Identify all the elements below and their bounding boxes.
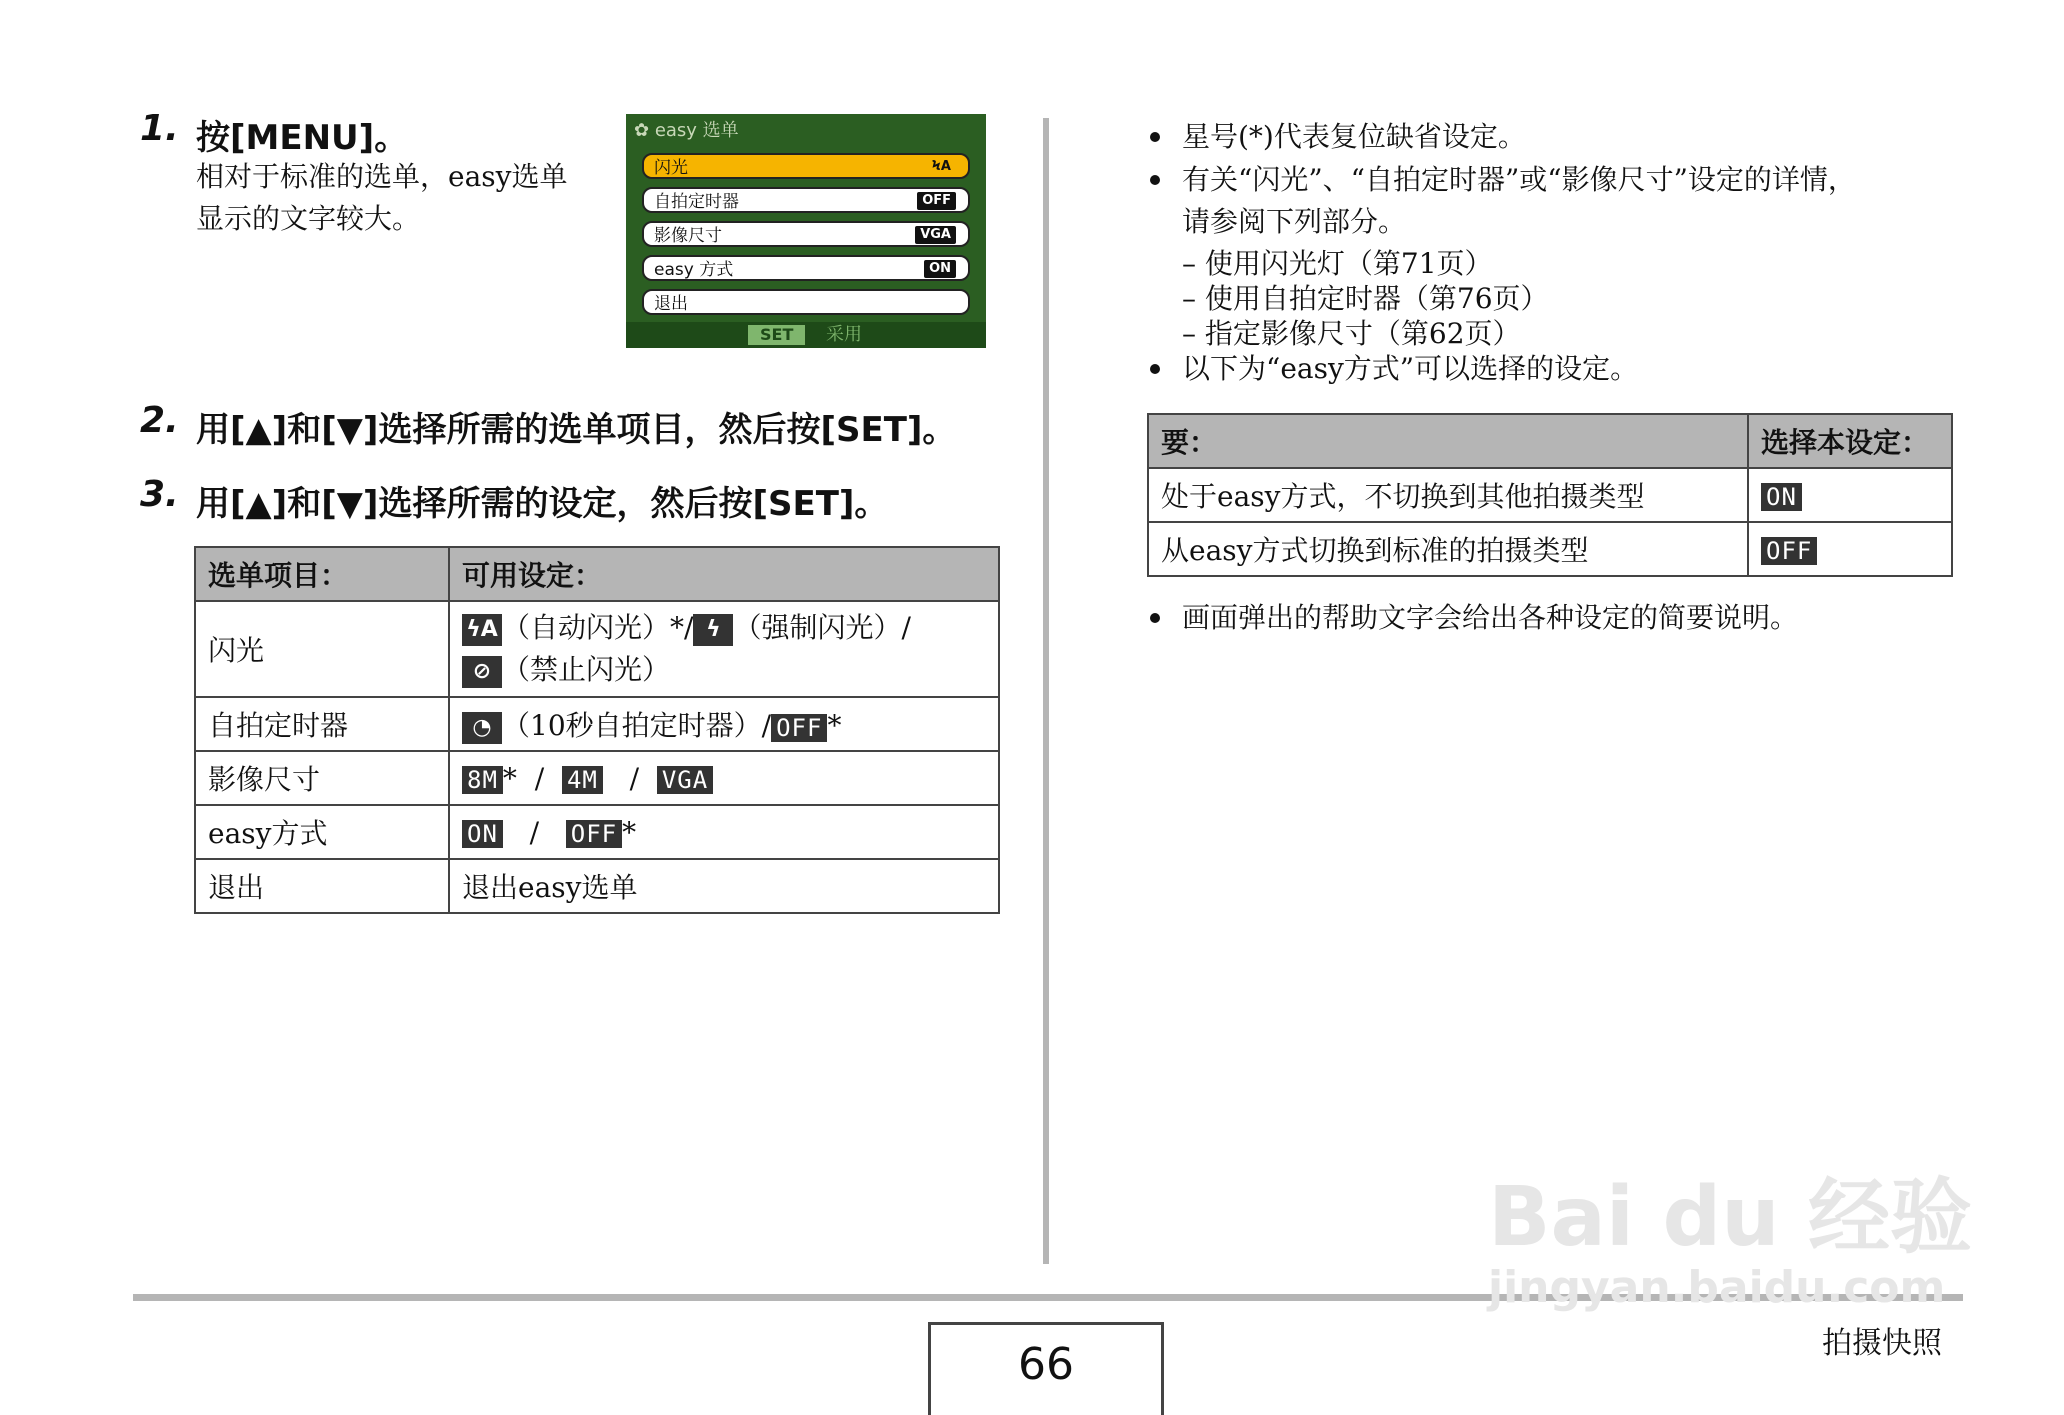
easy-mode-table — [1147, 413, 1953, 577]
table-header-item: 选单项目： — [195, 547, 449, 601]
row-flash-settings: ϟA （自动闪光）*/ ϟ （强制闪光）/ ⊘ （禁止闪光） — [449, 601, 999, 697]
step1-desc-line1: 相对于标准的选单，easy选单 — [196, 160, 568, 193]
camera-footer — [626, 322, 986, 348]
flash-auto-icon: ϟA — [462, 614, 502, 646]
bullet-default-note: 星号(*)代表复位缺省设定。 — [1182, 120, 1526, 153]
row-stay-easy: 处于easy方式，不切换到其他拍摄类型 — [1148, 468, 1748, 522]
step1-title: 按[MENU]。 — [196, 118, 409, 158]
table-row — [195, 859, 999, 913]
row-switch-standard-setting — [1748, 522, 1952, 576]
baidu-watermark-logo: Bai du 经验 — [1488, 1170, 1973, 1265]
table-header-settings: 可用设定： — [449, 547, 999, 601]
camera-screen — [626, 114, 986, 348]
table-row — [195, 601, 999, 697]
bullet-help-text: 画面弹出的帮助文字会给出各种设定的简要说明。 — [1182, 601, 1799, 634]
table-header-want: 要： — [1148, 414, 1748, 468]
size-4m-badge: 4M — [562, 766, 603, 794]
on-badge: ON — [462, 820, 503, 848]
row-exit-settings: 退出easy选单 — [449, 859, 999, 913]
step1-number: 1. — [140, 108, 179, 149]
table-header-select: 选择本设定： — [1748, 414, 1952, 468]
camera-item-easy: easy 方式 ON — [642, 255, 970, 281]
step2-title: 用[▲]和[▼]选择所需的选单项目，然后按[SET]。 — [196, 410, 957, 450]
off-badge: OFF — [566, 820, 622, 848]
row-switch-standard: 从easy方式切换到标准的拍摄类型 — [1148, 522, 1748, 576]
ref-size: – 指定影像尺寸（第62页） — [1182, 317, 1521, 350]
row-selftimer-label: 自拍定时器 — [195, 697, 449, 751]
row-stay-easy-setting — [1748, 468, 1952, 522]
row-selftimer-settings: ◔ （10秒自拍定时器）/ OFF * — [449, 697, 999, 751]
bullet-dot — [1150, 175, 1160, 185]
camera-title: ✿ easy 选单 — [634, 120, 739, 141]
table-row — [195, 697, 999, 751]
step2-number: 2. — [140, 400, 179, 441]
row-easy-label: easy方式 — [195, 805, 449, 859]
camera-item-exit: 退出 — [642, 289, 970, 315]
menu-settings-table — [194, 546, 1000, 914]
table-row — [195, 805, 999, 859]
timer-icon: ◔ — [462, 712, 502, 744]
bullet-dot — [1150, 613, 1160, 623]
bullet-dot — [1150, 364, 1160, 374]
step1-desc-line2: 显示的文字较大。 — [196, 202, 421, 235]
table-row — [1148, 522, 1952, 576]
flash-off-icon: ⊘ — [462, 656, 502, 688]
camera-set-key: SET — [748, 325, 805, 345]
ref-flash: – 使用闪光灯（第71页） — [1182, 247, 1493, 280]
bullet-details-line2: 请参阅下列部分。 — [1182, 205, 1407, 238]
bullet-easy-intro: 以下为“easy方式”可以选择的设定。 — [1182, 352, 1639, 385]
row-exit-label: 退出 — [195, 859, 449, 913]
table-row — [195, 751, 999, 805]
row-flash-label: 闪光 — [195, 601, 449, 697]
step3-title: 用[▲]和[▼]选择所需的设定，然后按[SET]。 — [196, 484, 889, 524]
camera-item-selftimer: 自拍定时器 OFF — [642, 187, 970, 213]
camera-item-size: 影像尺寸 VGA — [642, 221, 970, 247]
baidu-watermark-url: jingyan.baidu.com — [1488, 1262, 1946, 1313]
row-size-settings: 8M * / 4M / VGA — [449, 751, 999, 805]
table-row — [1148, 468, 1952, 522]
page-number: 66 — [928, 1322, 1164, 1415]
size-vga-badge: VGA — [657, 766, 713, 794]
off-badge: OFF — [1761, 537, 1817, 565]
on-badge: ON — [1761, 483, 1802, 511]
size-8m-badge: 8M — [462, 766, 503, 794]
bullet-details-line1: 有关“闪光”、“自拍定时器”或“影像尺寸”设定的详情， — [1182, 163, 1856, 196]
flash-forced-icon: ϟ — [693, 614, 733, 646]
section-name: 拍摄快照 — [1822, 1326, 1942, 1361]
column-divider — [1043, 118, 1049, 1264]
row-easy-settings: ON / OFF * — [449, 805, 999, 859]
off-badge: OFF — [771, 714, 827, 742]
camera-adopt-label: 采用 — [826, 324, 862, 345]
row-size-label: 影像尺寸 — [195, 751, 449, 805]
ref-selftimer: – 使用自拍定时器（第76页） — [1182, 282, 1549, 315]
step3-number: 3. — [140, 474, 179, 515]
camera-item-flash: 闪光 ϞA — [642, 153, 970, 179]
bullet-dot — [1150, 132, 1160, 142]
